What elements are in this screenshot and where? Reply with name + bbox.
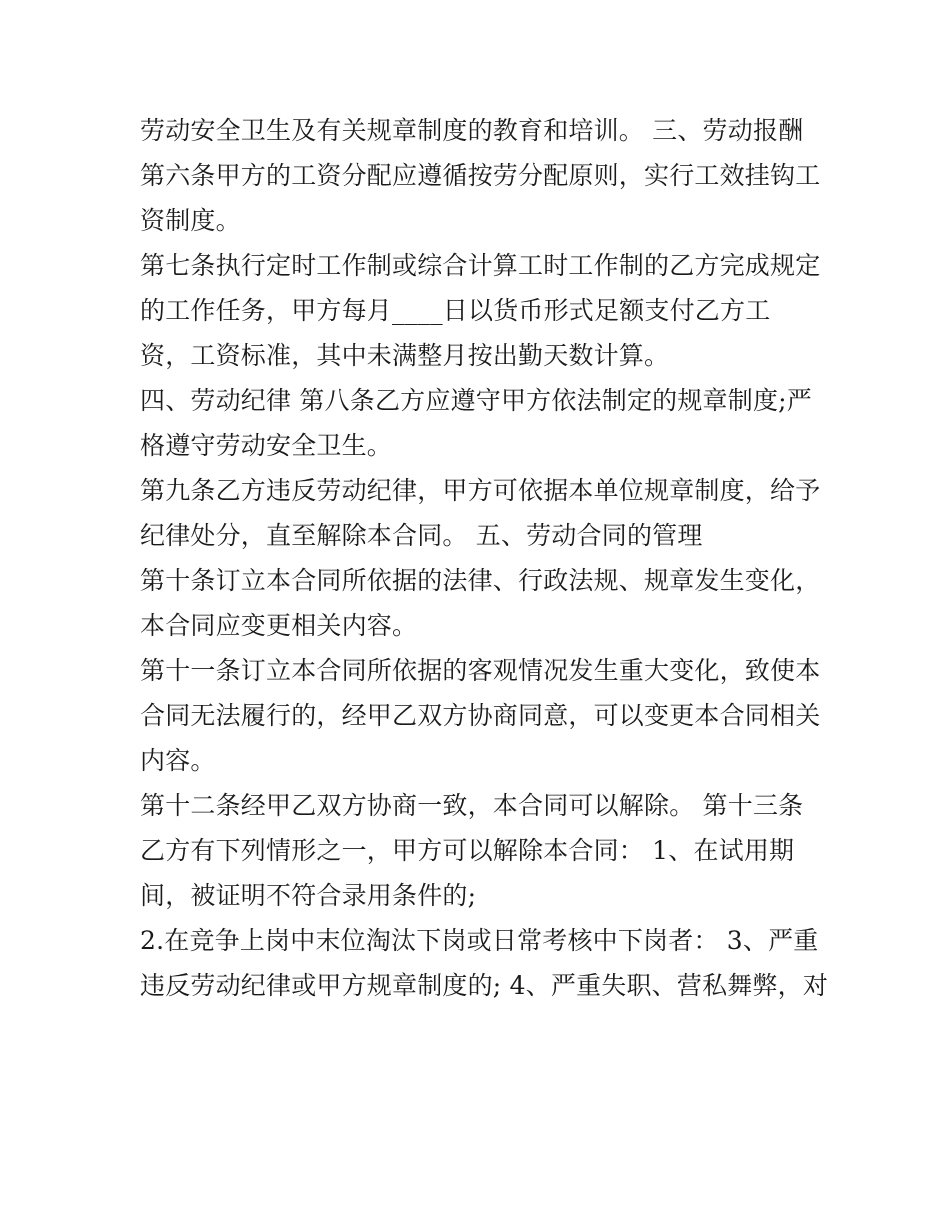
text-line: 乙方有下列情形之一，甲方可以解除本合同： 1、在试用期: [140, 836, 795, 865]
text-line: 格遵守劳动安全卫生。: [140, 431, 393, 460]
text-line: 2.在竞争上岗中末位淘汰下岗或日常考核中下岗者： 3、严重: [140, 926, 819, 955]
text-line: 本合同应变更相关内容。: [140, 611, 418, 640]
text-line: 劳动安全卫生及有关规章制度的教育和培训。 三、劳动报酬: [140, 116, 804, 145]
text-line: 第七条执行定时工作制或综合计算工时工作制的乙方完成规定: [140, 251, 821, 280]
text-line: 内容。: [140, 746, 216, 775]
text-line: 第十二条经甲乙双方协商一致，本合同可以解除。 第十三条: [140, 791, 804, 820]
text-line: 四、劳动纪律 第八条乙方应遵守甲方依法制定的规章制度;严: [140, 386, 812, 415]
document-body: [140, 108, 829, 1008]
text-line: 第十条订立本合同所依据的法律、行政法规、规章发生变化，: [140, 566, 821, 595]
text-line: 合同无法履行的，经甲乙双方协商同意，可以变更本合同相关: [140, 701, 821, 730]
text-line: 违反劳动纪律或甲方规章制度的; 4、严重失职、营私舞弊，对: [140, 971, 829, 1000]
text-line: 的工作任务，甲方每月____日以货币形式足额支付乙方工: [140, 296, 771, 325]
text-line: 资，工资标准，其中未满整月按出勤天数计算。: [140, 341, 670, 370]
text-line: 第十一条订立本合同所依据的客观情况发生重大变化，致使本: [140, 656, 821, 685]
text-line: 资制度。: [140, 206, 241, 235]
text-line: 第六条甲方的工资分配应遵循按劳分配原则，实行工效挂钩工: [140, 161, 821, 190]
text-line: 第九条乙方违反劳动纪律，甲方可依据本单位规章制度，给予: [140, 476, 821, 505]
text-line: 纪律处分，直至解除本合同。 五、劳动合同的管理: [140, 521, 703, 550]
text-line: 间，被证明不符合录用条件的;: [140, 881, 477, 910]
